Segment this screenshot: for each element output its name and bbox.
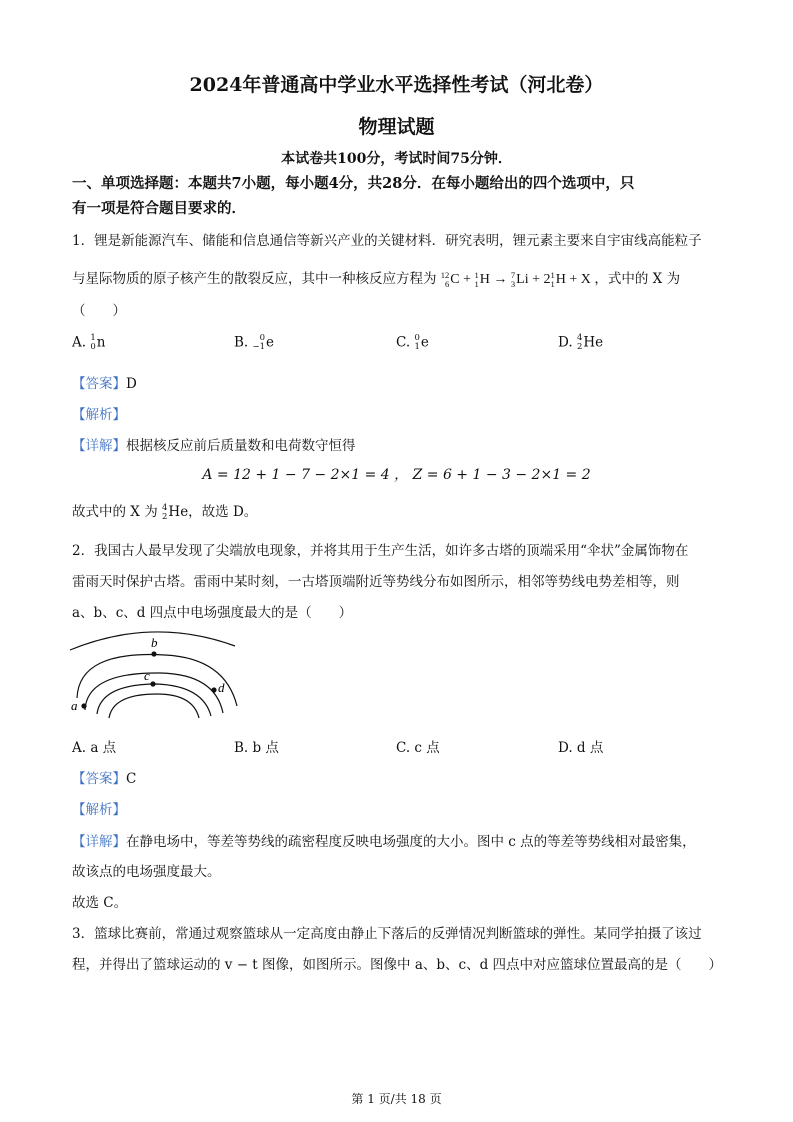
- q2-conclusion: 故选 C。: [72, 895, 128, 911]
- q1-analysis-tag: 【解析】: [72, 407, 126, 423]
- q2-stem-line3: a、b、c、d 四点中电场强度最大的是（ ）: [72, 605, 353, 621]
- q2-option-b: B. b 点: [234, 740, 279, 756]
- q1-paren: （ ）: [72, 303, 126, 319]
- q1-stem-line2a: 与星际物质的原子核产生的散裂反应，其中一种核反应方程为: [72, 271, 437, 287]
- section-heading-line2: 有一项是符合题目要求的．: [72, 200, 246, 217]
- q1-stem-line2: [72, 267, 680, 289]
- q2-analysis-tag: 【解析】: [72, 802, 126, 818]
- q2-detail-line1: 【详解】在静电场中，等差等势线的疏密程度反映电场强度的大小。图中 c 点的等差等势线相对最密集，: [72, 834, 696, 850]
- page-footer: 第 1 页/共 18 页: [351, 1092, 442, 1106]
- q1-option-b: B. 0 −1 e: [234, 333, 275, 352]
- point-c-label: c: [144, 668, 150, 683]
- q2-option-a: A. a 点: [72, 740, 117, 756]
- q3-stem-line1: 3．篮球比赛前，常通过观察篮球从一定高度由静止下落后的反弹情况判断篮球的弹性。某同学拍摄了该过: [72, 926, 702, 942]
- q2-detail-line2: 故该点的电场强度最大。: [72, 864, 221, 880]
- q1-option-a: A. 1 0 n: [72, 333, 106, 352]
- q2-option-d: D. d 点: [558, 740, 604, 756]
- q1-detail: 【详解】根据核反应前后质量数和电荷数守恒得: [72, 438, 356, 454]
- q3-stem-line2: 程，并得出了篮球运动的 v − t 图像，如图所示。图像中 a、b、c、d 四点中对应篮球位置最高的是（ ）: [72, 957, 723, 973]
- q1-equation: 12 6 C + 1 1 H → 7 3 Li + 2 1 1 H + X: [440, 269, 595, 289]
- q1-conclusion: 故式中的 X 为 4 2 He，故选 D。: [72, 502, 258, 522]
- q1-option-d: D. 4 2 He: [558, 333, 604, 352]
- q1-answer: 【答案】D: [72, 376, 137, 392]
- section-heading-line1: 一、单项选择题：本题共7小题，每小题4分，共28分．在每小题给出的四个选项中，只: [72, 175, 635, 192]
- exam-note: 本试卷共100分，考试时间75分钟．: [281, 151, 512, 167]
- q2-option-c: C. c 点: [396, 740, 440, 756]
- point-b-label: b: [151, 635, 158, 650]
- q1-formula: A = 12 + 1 − 7 − 2×1 = 4 ， Z = 6 + 1 − 3 − 2×1 = 2: [202, 467, 591, 483]
- q1-stem-line2b: ，式中的 X 为: [594, 271, 681, 287]
- q1-option-c: C. 0 1 e: [396, 333, 429, 352]
- q1-stem-line1: 1．锂是新能源汽车、储能和信息通信等新兴产业的关键材料．研究表明，锂元素主要来自宇宙线高能粒子: [72, 233, 702, 249]
- q2-stem-line1: 2．我国古人最早发现了尖端放电现象，并将其用于生产生活，如许多古塔的顶端采用“伞状”金属饰物在: [72, 543, 689, 559]
- q2-answer: 【答案】C: [72, 771, 137, 787]
- page-subtitle: 物理试题: [358, 116, 435, 138]
- equipotential-figure: [65, 628, 250, 723]
- point-d-label: d: [218, 680, 225, 695]
- page-title: 2024年普通高中学业水平选择性考试（河北卷）: [189, 74, 604, 96]
- q2-stem-line2: 雷雨天时保护古塔。雷雨中某时刻，一古塔顶端附近等势线分布如图所示，相邻等势线电势差相等，则: [72, 574, 680, 590]
- point-a-label: a: [71, 698, 78, 713]
